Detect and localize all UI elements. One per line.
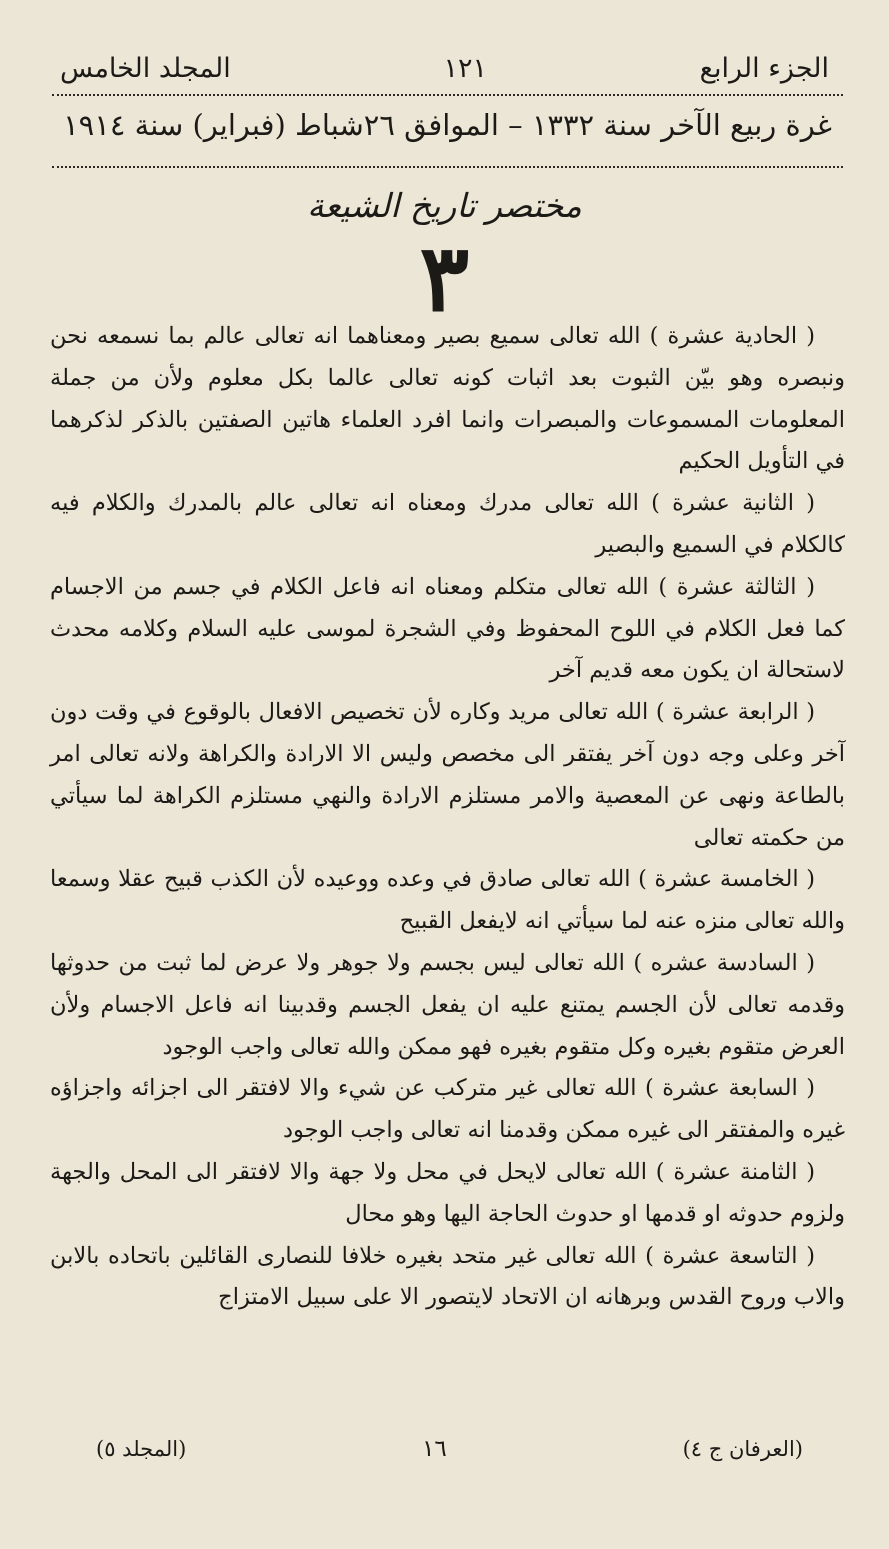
paragraph: ( الثامنة عشرة ) الله تعالى لايحل في محل ولا جهة والا لافتقر الى المحل والجهة ولزوم حدوثه او قدمها او حدوث الحاجة اليها وهو محال [50,1158,845,1227]
dotted-divider-bottom [52,166,843,168]
page-footer [96,1436,803,1462]
header-part: الجزء الرابع [699,52,829,84]
paragraph: ( الحادية عشرة ) الله تعالى سميع بصير ومعناهما انه تعالى عالم بما نسمعه نحن ونبصره وهو بيّن الثبوت بعد اثبات كونه تعالى عالما بكل معلوم ولأن من جملة المعلومات المسموعات والمبصرات وانما افرد العلماء هاتين الصفتين بالذكر لذكرهما في التأويل الحكيم [50,323,845,475]
header-volume: المجلد الخامس [60,52,231,84]
paragraph: ( الخامسة عشرة ) الله تعالى صادق في وعده ووعيده لأن الكذب قبيح عقلا وسمعا والله تعالى منزه عنه لما سيأتي انه لايفعل القبيح [50,866,845,935]
paragraph: ( السابعة عشرة ) الله تعالى غير متركب عن شيء والا لافتقر الى اجزائه واجزاؤه غيره والمفتقر الى غيره ممكن وقدمنا انه تعالى واجب الوجود [50,1075,845,1144]
paragraph: ( التاسعة عشرة ) الله تعالى غير متحد بغيره خلافا للنصارى القائلين باتحاده بالابن والاب وروح القدس وبرهانه ان الاتحاد لايتصور الا على سبيل الامتزاج [50,1242,845,1311]
paragraph: ( الرابعة عشرة ) الله تعالى مريد وكاره لأن تخصيص الافعال بالوقوع في وقت دون آخر وعلى وجه دون آخر يفتقر الى مخصص وليس الا الارادة والكراهة ولانه تعالى امر بالطاعة ونهى عن المعصية والامر مستلزم الارادة والنهي مستلزم الكراهة لما سيأتي من حكمته تعالى [50,699,845,851]
article-title: مختصر تاريخ الشيعة [307,186,582,225]
paragraph: ( السادسة عشره ) الله تعالى ليس بجسم ولا جوهر ولا عرض لما ثبت من حدوثها وقدمه تعالى لأن الجسم يمتنع عليه ان يفعل الجسم وقدبينا انه فاعل الاجسام ولأن العرض متقوم بغيره وكل متقوم بغيره فهو ممكن والله تعالى واجب الوجود [50,949,845,1060]
article-body [50,316,845,1319]
footer-journal: (العرفان ج ٤) [682,1437,803,1461]
issue-date-line: غرة ربيع الآخر سنة ١٣٣٢ – الموافق ٢٦شباط (فبراير) سنة ١٩١٤ [63,108,832,142]
dotted-divider-top [52,94,843,96]
footer-volume: (المجلد ٥) [96,1437,187,1461]
article-part-number: ٣ [419,224,470,332]
paragraph: ( الثانية عشرة ) الله تعالى مدرك ومعناه انه تعالى عالم بالمدرك والكلام فيه كالكلام في السميع والبصير [50,490,845,558]
footer-sheet-number: ١٦ [422,1436,447,1462]
header-page-number: ١٢١ [443,52,487,84]
running-header [60,46,829,90]
paragraph: ( الثالثة عشرة ) الله تعالى متكلم ومعناه انه فاعل الكلام في جسم من الاجسام كما فعل الكلام في اللوح المحفوظ وفي الشجرة لموسى عليه السلام وكلامه محدث لاستحالة ان يكون معه قديم آخر [50,573,845,684]
